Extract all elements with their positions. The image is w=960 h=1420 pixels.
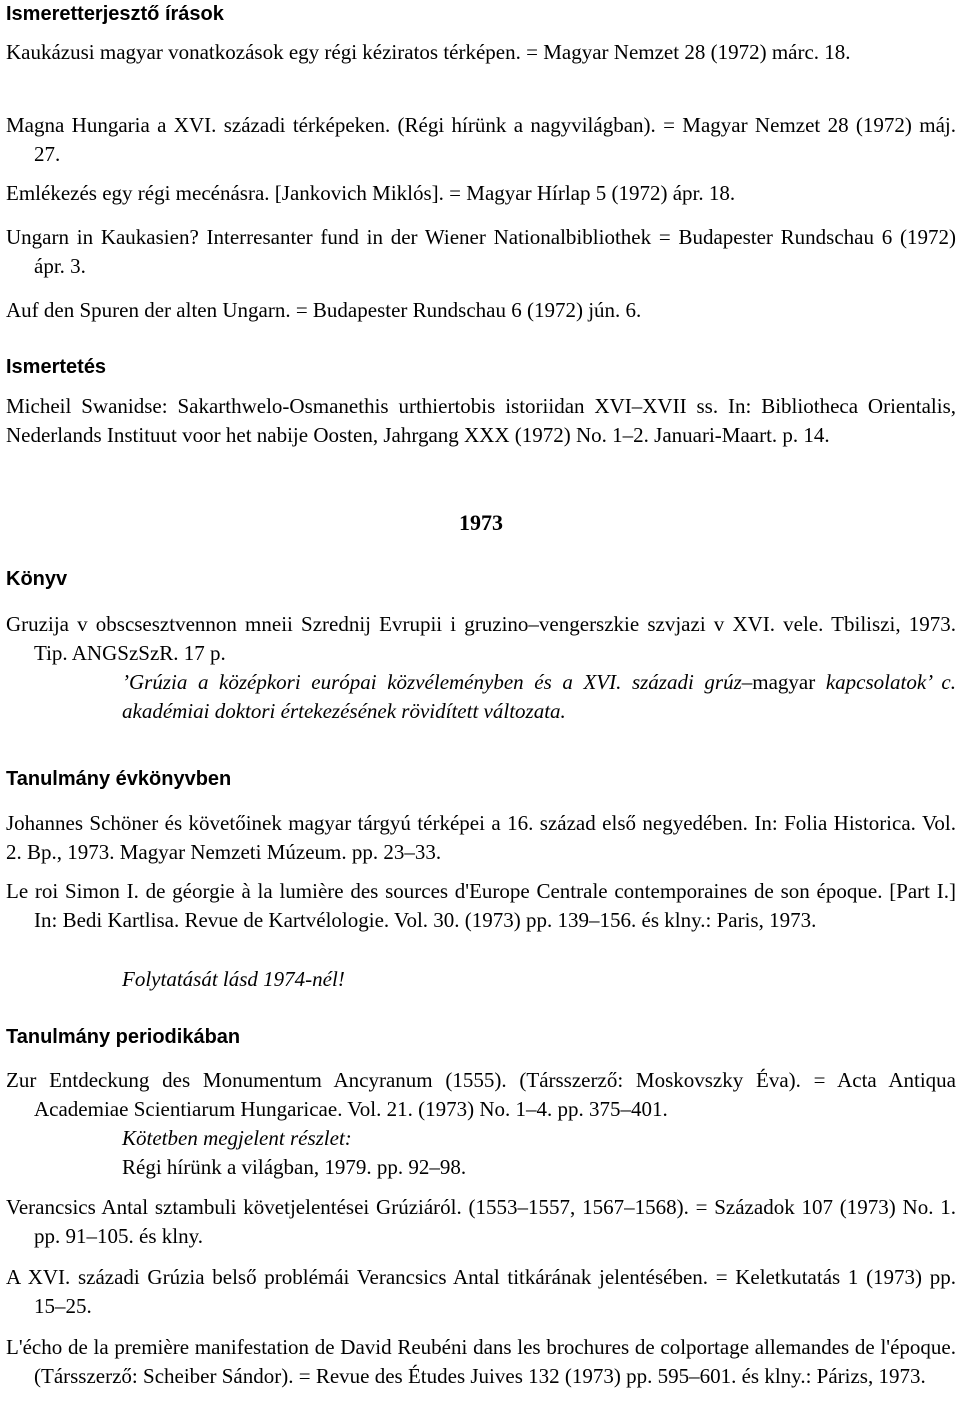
bibliography-entry: Verancsics Antal sztambuli követjelentései Grúziáról. (1553–1557, 1567–1568). = Századok 107 (1973) No. 1. pp. 91–105. és klny.: [6, 1195, 956, 1248]
reference-line: Régi hírünk a világban, 1979. pp. 92–98.: [122, 1155, 467, 1179]
section-heading-konyv: Könyv: [6, 568, 68, 590]
bibliography-entry: Kaukázusi magyar vonatkozások egy régi kéziratos térképen. = Magyar Nemzet 28 (1972) márc. 18.: [6, 40, 851, 64]
annotation-note: Kötetben megjelent részlet:: [122, 1126, 352, 1150]
note-text: ’Grúzia a középkori európai közvéleményben és a XVI. századi grúz–: [122, 670, 753, 694]
bibliography-entry: Ungarn in Kaukasien? Interresanter fund in der Wiener Nationalbibliothek = Budapester Rundschau 6 (1972) ápr. 3.: [6, 225, 956, 278]
section-heading-periodika: Tanulmány periodikában: [6, 1026, 241, 1048]
bibliography-entry: Micheil Swanidse: Sakarthwelo-Osmanethis urthiertobis istoriidan XVI–XVII ss. In: Bibliotheca Orientalis, Nederlands Instituut voor het nabije Oosten, Jahrgang XXX (1972) No. 1–2. Januari-Maart. p. 14.: [6, 394, 956, 447]
year-heading: 1973: [459, 510, 503, 535]
bibliography-entry: A XVI. századi Grúzia belső problémái Verancsics Antal titkárának jelentésében. = Keletkutatás 1 (1973) pp. 15–25.: [6, 1265, 956, 1318]
bibliography-entry: Auf den Spuren der alten Ungarn. = Budapester Rundschau 6 (1972) jún. 6.: [6, 298, 642, 322]
bibliography-entry: Magna Hungaria a XVI. századi térképeken. (Régi hírünk a nagyvilágban). = Magyar Nemzet 28 (1972) máj. 27.: [6, 113, 956, 166]
note-text: kapcsolatok’ c. akadémiai doktori értekezésének rövidített változata.: [122, 670, 956, 723]
bibliography-entry: Emlékezés egy régi mecénásra. [Jankovich Miklós]. = Magyar Hírlap 5 (1972) ápr. 18.: [6, 181, 736, 205]
section-heading-evkonyv: Tanulmány évkönyvben: [6, 768, 232, 790]
bibliography-entry: L'écho de la première manifestation de David Reubéni dans les brochures de colportage allemandes de l'époque. (Társszerző: Scheiber Sándor). = Revue des Études Juives 132 (1973) pp. 595–601. és klny.: Párizs, 1973.: [6, 1335, 956, 1388]
bibliography-entry: Zur Entdeckung des Monumentum Ancyranum (1555). (Társszerző: Moskovszky Éva). = Acta Antiqua Academiae Scientiarum Hungaricae. Vol. 21. (1973) No. 1–4. pp. 375–401.: [6, 1068, 956, 1121]
note-text-normal: magyar: [752, 670, 816, 694]
annotation-note: [122, 668, 956, 726]
section-heading-ismeretterjeszto: Ismeretterjesztő írások: [6, 3, 224, 25]
bibliography-entry: Le roi Simon I. de géorgie à la lumière des sources d'Europe Centrale contemporaines de son époque. [Part I.] In: Bedi Kartlisa. Revue de Kartvélologie. Vol. 30. (1973) pp. 139–156. és klny.: Paris, 1973.: [6, 879, 956, 932]
bibliography-entry: Gruzija v obscsesztvennon mneii Szrednij Evrupii i gruzino–vengerszkie szvjazi v XVI. vele. Tbiliszi, 1973. Tip. ANGSzSzR. 17 p.: [6, 612, 956, 665]
bibliography-entry: Johannes Schöner és követőinek magyar tárgyú térképei a 16. század első negyedében. In: Folia Historica. Vol. 2. Bp., 1973. Magyar Nemzeti Múzeum. pp. 23–33.: [6, 811, 956, 864]
section-heading-ismertetes: Ismertetés: [6, 356, 107, 378]
annotation-note: Folytatását lásd 1974-nél!: [122, 967, 345, 991]
